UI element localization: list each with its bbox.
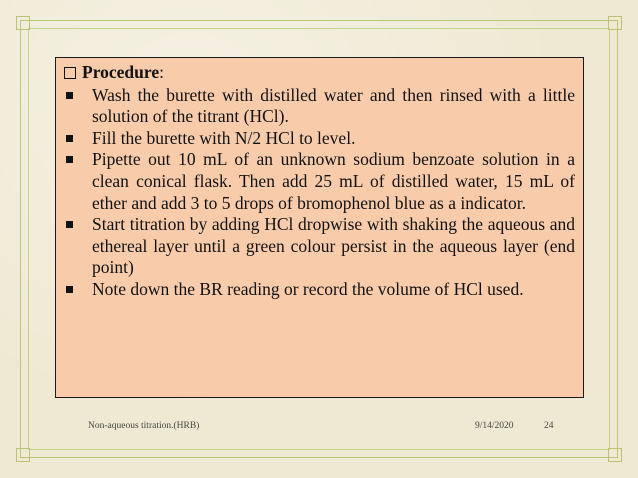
checkbox-bullet-icon	[64, 67, 76, 79]
procedure-step-text: Pipette out 10 mL of an unknown sodium benzoate solution in a clean conical flask. Then add 25 mL of distilled water, 15 mL of ether and add 3 to 5 drops of bromophenol blue as a indicator.	[92, 149, 575, 213]
procedure-step	[64, 279, 575, 301]
procedure-steps-list	[64, 85, 575, 301]
square-bullet-icon	[66, 92, 73, 99]
procedure-step	[64, 85, 575, 128]
frame-corner-top-right	[608, 16, 622, 30]
frame-corner-top-left	[16, 16, 30, 30]
frame-corner-bottom-right	[608, 448, 622, 462]
square-bullet-icon	[66, 156, 73, 163]
procedure-step-text: Start titration by adding HCl dropwise with shaking the aqueous and ethereal layer until a green colour persist in the aqueous layer (end point)	[92, 214, 575, 278]
procedure-heading	[64, 62, 575, 84]
procedure-step-text: Wash the burette with distilled water and then rinsed with a little solution of the titrant (HCl).	[92, 84, 575, 127]
procedure-content-box	[55, 57, 584, 398]
procedure-step-text: Fill the burette with N/2 HCl to level.	[92, 127, 356, 148]
footer-page-number: 24	[544, 421, 554, 431]
square-bullet-icon	[66, 286, 73, 293]
square-bullet-icon	[66, 221, 73, 228]
procedure-step-text: Note down the BR reading or record the volume of HCl used.	[92, 278, 524, 299]
square-bullet-icon	[66, 135, 73, 142]
procedure-heading-text: Procedure	[82, 62, 160, 82]
footer-title: Non-aqueous titration.(HRB)	[88, 421, 200, 431]
procedure-step	[64, 128, 575, 150]
procedure-heading-colon: :	[159, 62, 164, 82]
procedure-step	[64, 149, 575, 214]
frame-corner-bottom-left	[16, 448, 30, 462]
procedure-step	[64, 214, 575, 279]
footer-date: 9/14/2020	[475, 421, 514, 431]
